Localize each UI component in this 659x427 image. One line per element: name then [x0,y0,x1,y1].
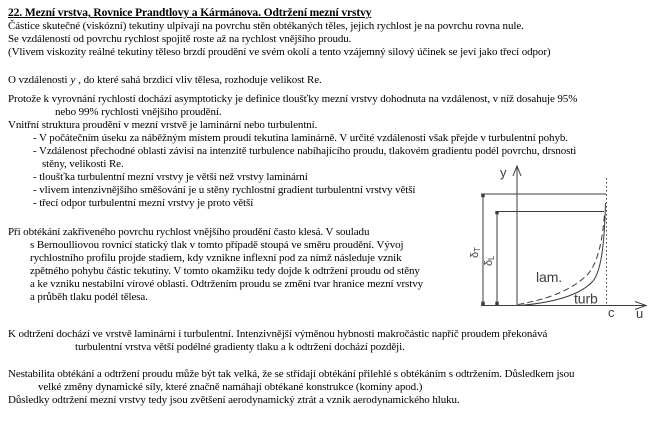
bullet-line: - V počátečním úseku za náběžným místem proudí tekutina laminárně. V určité vzdálenosti však přejde v turbulentní pohyb. [33,132,568,144]
page-title: 22. Mezní vrstva, Rovnice Prandtlovy a Kármánova. Odtržení mezní vrstvy [8,7,372,19]
distance-line [8,74,659,87]
bullet-line: - tloušťka turbulentní mezní vrstvy je větší než vrstvy laminární [33,171,308,183]
bullet-line: - třecí odpor turbulentní mezní vrstvy je proto větší [33,197,254,209]
dimension-end-marker [495,302,498,305]
separation-paragraph [8,328,659,354]
text-line: Se vzdáleností od povrchu rychlost spojitě roste až na rychlost vnějšího proudu. [8,33,352,45]
text-line: Důsledky odtržení mezní vrstvy tedy jsou zvětšení aerodynamický ztrát a vznik aerodynamického hluku. [8,394,460,406]
text-line: (Vlivem viskozity reálné tekutiny těleso brzdí proudění ve svém okolí a tento vzájemný silový účinek se jeví jako třecí odpor) [8,46,551,58]
u-axis-label: u [636,306,644,321]
dimension-end-marker [481,194,484,197]
text-line: Při obtékání zakřiveného povrchu rychlost vnějšího proudění často klesá. V souladu [8,226,370,238]
intro-paragraph [8,20,659,59]
text-line: rychlostního profilu projde stadiem, kdy vznikne inflexní pod za nímž následuje vznik [30,252,402,264]
dimension-end-marker [495,211,498,214]
bullet-wrap-line: stěny, velikosti Re. [42,158,124,170]
boundary-layer-figure [470,158,659,327]
text-line: velké změny dynamické síly, které značně namáhají obtékané konstrukce (komíny apod.) [38,381,423,393]
bullet-line: - Vzdálenost přechodné oblasti závisí na intenzitě turbulence nabíhajícího proudu, tlakovém gradientu podél povrchu, drsnosti [33,145,577,157]
text-fragment: O vzdálenosti [8,74,68,86]
delta-laminar-label: δL [483,255,496,266]
laminar-label: lam. [536,269,563,285]
c-velocity-label: c [608,305,615,320]
text-fragment: , do které sahá brzdicí vliv tělesa, rozhoduje velikost Re. [78,74,322,86]
y-axis-label: y [500,165,507,180]
text-line: a průběh tlaku podél tělesa. [30,291,148,303]
turbulent-label: turb [574,290,598,307]
thickness-paragraph [8,93,659,119]
text-line: Vnitřní struktura proudění v mezní vrstvě je laminární nebo turbulentní. [8,119,318,131]
text-line: s Bernoulliovou rovnicí statický tlak v tomto případě stoupá ve směru proudění. Vývoj [30,239,404,251]
text-line: zpětného pohybu částic tekutiny. V tomto okamžiku tedy dojde k odtržení proudu od stěny [30,265,420,277]
dimension-end-marker [481,302,484,305]
bullet-line: - vlivem intenzivnějšího směšování je u stěny rychlostní gradient turbulentní vrstvy větší [33,184,416,196]
text-line: nebo 99% rychlosti vnějšího proudění. [55,106,222,118]
text-line: Částice skutečné (viskózní) tekutiny ulpívají na povrchu stěn obtékaných těles, jejich rychlost je na povrchu rovna nule. [8,20,524,32]
text-line: a ke vzniku nestabilní vírové oblasti. Odtržením proudu se změní tvar hranice mezní vrstvy [30,278,423,290]
text-line: Nestabilita obtékání a odtržení proudu může být tak velká, že se střídají obtékání přilehlé s obtékáním s odtržením. Důsledkem jsou [8,368,575,380]
math-symbol-y: y [70,74,76,86]
text-line: Protože k vyrovnání rychlostí dochází asymptoticky je definice tloušťky mezní vrstvy dohodnuta na vzdálenost, v níž dosahuje 95% [8,93,578,105]
delta-turbulent-label: δT [470,247,482,258]
instability-paragraph [8,368,659,407]
text-line: turbulentní vrstva větší podélné gradienty tlaku a k odtržení dochází později. [75,341,405,353]
text-line: K odtržení dochází ve vrstvě laminární i turbulentní. Intenzivnější výměnou hybnosti makročástic napříč proudem překonává [8,328,548,340]
